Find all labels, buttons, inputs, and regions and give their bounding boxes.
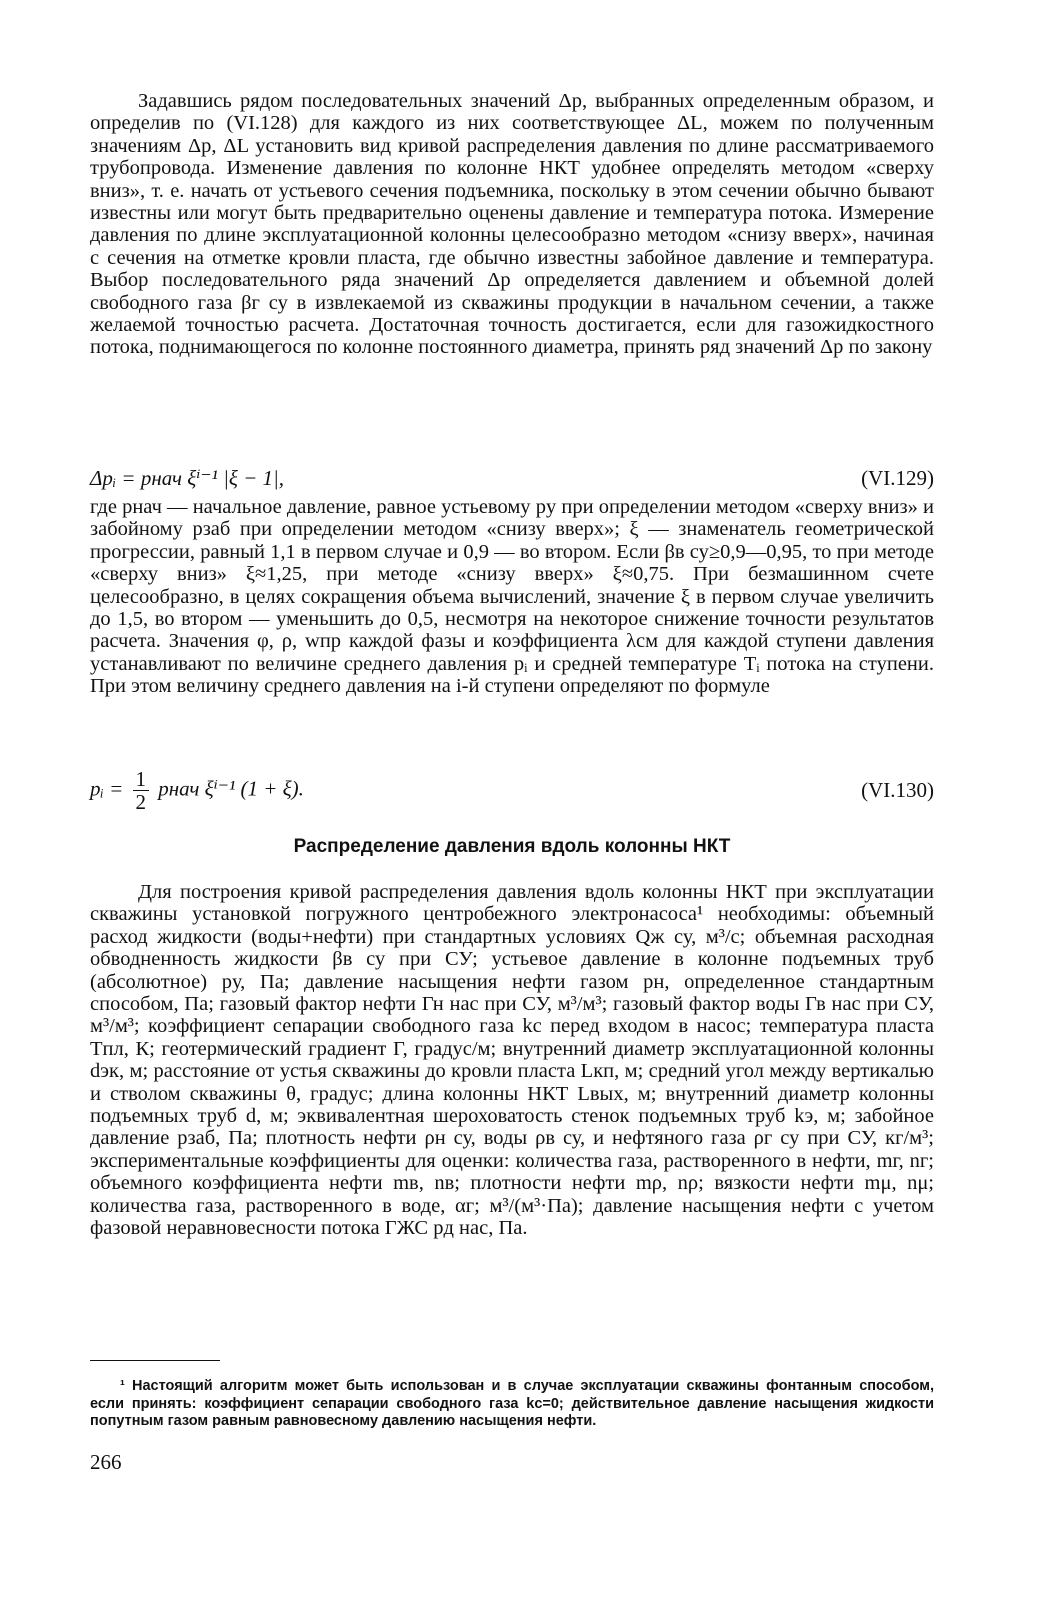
equation-number: (VI.129) bbox=[861, 466, 934, 490]
equation-formula bbox=[90, 768, 304, 813]
equation-vi-130 bbox=[90, 758, 934, 818]
paragraph-pressure-steps: Задавшись рядом последовательных значений Δp, выбранных определенным образом, и определив по (VI.128) для каждого из них соответствующее ΔL, можем по полученным значениям Δp, ΔL установить вид кривой распределения давления по длине рассматриваемого трубопровода. Изменение давления по колонне НКТ удобнее определять методом «сверху вниз», т. е. начать от устьевого сечения подъемника, поскольку в этом сечении обычно бывают известны или могут быть предварительно оценены давление и температура потока. Измерение давления по длине эксплуатационной колонны целесообразно методом «снизу вверх», начиная с сечения на отметке кровли пласта, где обычно известны забойное давление и температура. Выбор последовательного ряда значений Δp определяется давлением и объемной долей свободного газа βг су в извлекаемой из скважины продукции в начальном сечении, а также желаемой точностью расчета. Достаточная точность достигается, если для газожидкостного потока, поднимающегося по колонне постоянного диаметра, принять ряд значений Δp по закону bbox=[90, 90, 934, 359]
footnote-divider bbox=[90, 1360, 220, 1361]
page-number: 266 bbox=[90, 1450, 122, 1474]
equation-lhs: pᵢ = bbox=[90, 776, 124, 801]
fraction-one-half bbox=[133, 768, 150, 813]
section-heading: Распределение давления вдоль колонны НКТ bbox=[293, 836, 731, 857]
fraction-denominator: 2 bbox=[135, 790, 146, 814]
equation-rhs: pнач ξⁱ⁻¹ (1 + ξ). bbox=[158, 776, 304, 801]
paragraph-definitions: где pнач — начальное давление, равное устьевому pу при определении методом «сверху вниз» и забойному pзаб при определении методом «снизу вверх»; ξ — знаменатель геометрической прогрессии, равный 1,1 в первом случае и 0,9 — во втором. Если βв су≥0,9—0,95, то при методе «сверху вниз» ξ≈1,25, при методе «снизу вверх» ξ≈0,75. При безмашинном счете целесообразно, в целях сокращения объема вычислений, значение ξ в первом случае увеличить до 1,5, во втором — уменьшить до 0,5, несмотря на некоторое снижение точности результатов расчета. Значения φ, ρ, wпр каждой фазы и коэффициента λсм для каждой ступени давления устанавливают по величине среднего давления pᵢ и средней температуре Tᵢ потока на ступени. При этом величину среднего давления на i-й ступени определяют по формуле bbox=[90, 496, 934, 698]
paragraph-required-data: Для построения кривой распределения давления вдоль колонны НКТ при эксплуатации скважины установкой погружного центробежного электронасоса¹ необходимы: объемный расход жидкости (воды+нефти) при стандартных условиях Qж су, м³/с; объемная расходная обводненность жидкости βв су при СУ; устьевое давление в колонне подъемных труб (абсолютное) pу, Па; давление насыщения нефти газом pн, определенное стандартным способом, Па; газовый фактор нефти Гн нас при СУ, м³/м³; газовый фактор воды Гв нас при СУ, м³/м³; коэффициент сепарации свободного газа kс перед входом в насос; температура пласта Tпл, К; геотермический градиент Г, градус/м; внутренний диаметр эксплуатационной колонны dэк, м; расстояние от устья скважины до кровли пласта Lкп, м; средний угол между вертикалью и стволом скважины θ, градус; длина колонны НКТ Lвых, м; внутренний диаметр колонны подъемных труб d, м; эквивалентная шероховатость стенок подъемных труб kэ, м; забойное давление pзаб, Па; плотность нефти ρн су, воды ρв су, и нефтяного газа ρг су при СУ, кг/м³; экспериментальные коэффициенты для оценки: количества газа, растворенного в нефти, mг, nг; объемного коэффициента нефти mв, nв; плотности нефти mρ, nρ; вязкости нефти mμ, nμ; количества газа, растворенного в воде, αг; м³/(м³·Па); давление насыщения нефти с учетом фазовой неравновесности потока ГЖС pд нас, Па. bbox=[90, 881, 934, 1240]
fraction-numerator: 1 bbox=[133, 768, 150, 791]
equation-vi-129 bbox=[90, 466, 934, 496]
equation-number: (VI.130) bbox=[861, 778, 934, 802]
footnote: ¹ Настоящий алгоритм может быть использован и в случае эксплуатации скважины фонтанным способом, если принять: коэффициент сепарации свободного газа kс=0; действительное давление насыщения жидкости попутным газом равным равновесному давлению насыщения нефти. bbox=[90, 1378, 934, 1429]
equation-formula: Δpᵢ = pнач ξⁱ⁻¹ |ξ − 1|, bbox=[90, 466, 285, 490]
